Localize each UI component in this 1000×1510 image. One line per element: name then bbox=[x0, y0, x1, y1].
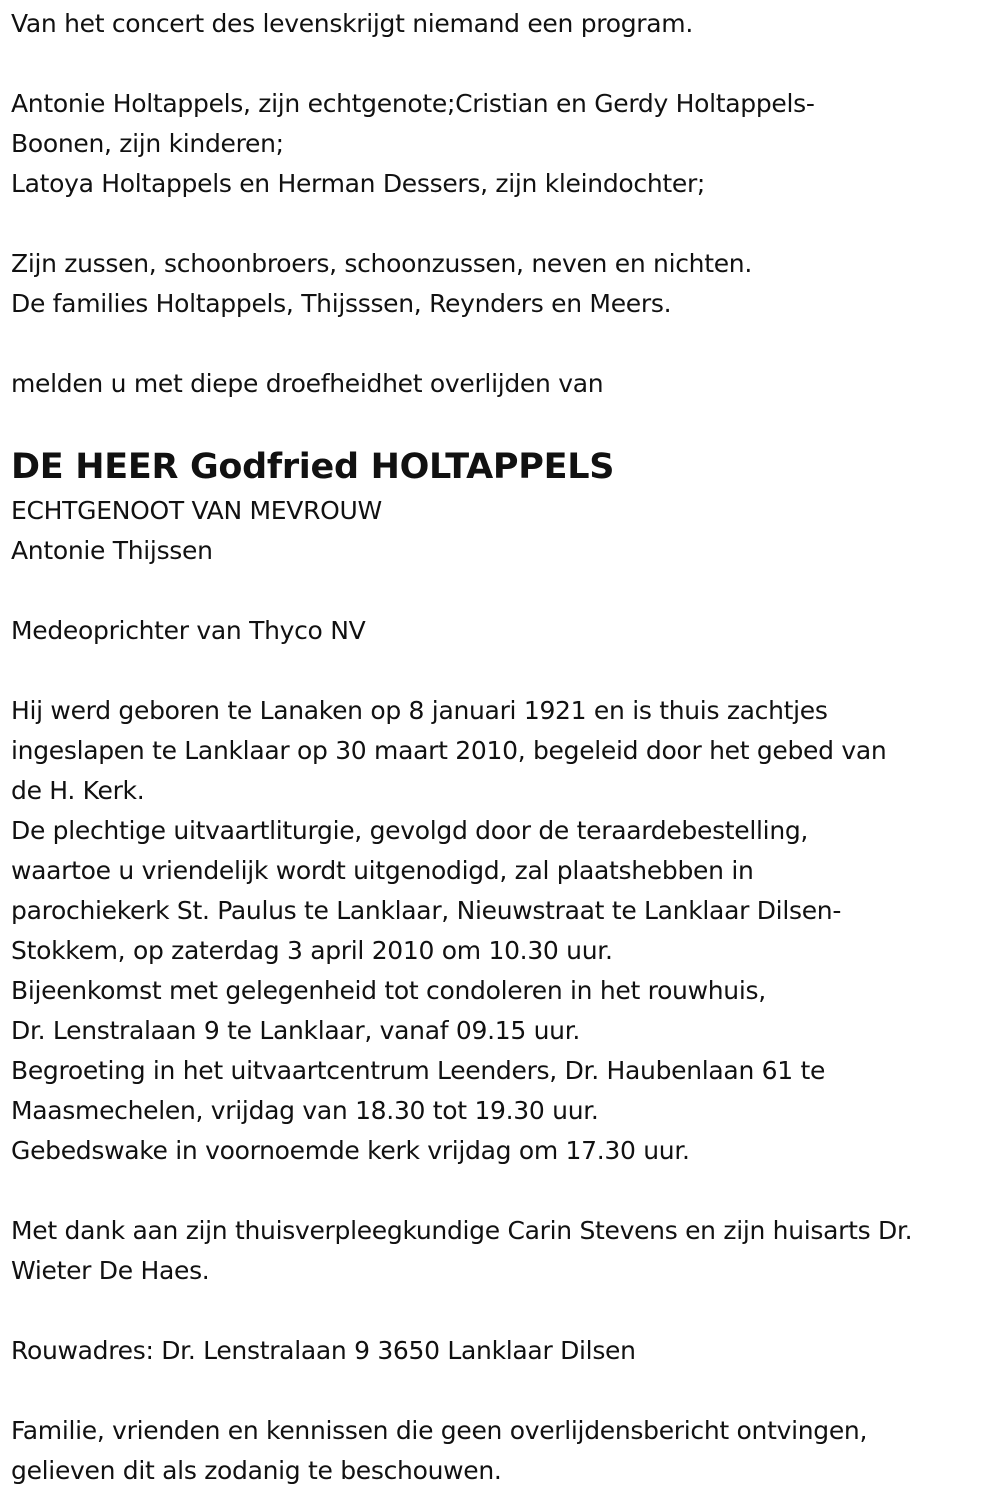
details-line-2: ingeslapen te Lanklaar op 30 maart 2010, begeleid door het gebed van bbox=[11, 736, 887, 765]
spacer bbox=[11, 1171, 996, 1211]
mourning-address: Rouwadres: Dr. Lenstralaan 9 3650 Lanklaar Dilsen bbox=[11, 1336, 636, 1365]
details-line-12: Gebedswake in voornoemde kerk vrijdag om 17.30 uur. bbox=[11, 1136, 690, 1165]
thanks-line-2: Wieter De Haes. bbox=[11, 1256, 210, 1285]
spacer bbox=[11, 204, 996, 244]
deceased-name: DE HEER Godfried HOLTAPPELS bbox=[11, 447, 615, 487]
details-line-8: Bijeenkomst met gelegenheid tot condoleren in het rouwhuis, bbox=[11, 976, 766, 1005]
spouse-name: Antonie Thijssen bbox=[11, 536, 213, 565]
family-line-2: Boonen, zijn kinderen; bbox=[11, 129, 284, 158]
family-line-5: De families Holtappels, Thijsssen, Reynders en Meers. bbox=[11, 289, 672, 318]
details-line-5: waartoe u vriendelijk wordt uitgenodigd, zal plaatshebben in bbox=[11, 856, 754, 885]
spacer bbox=[11, 651, 996, 691]
details-line-6: parochiekerk St. Paulus te Lanklaar, Nieuwstraat te Lanklaar Dilsen- bbox=[11, 896, 842, 925]
thanks-line-1: Met dank aan zijn thuisverpleegkundige Carin Stevens en zijn huisarts Dr. bbox=[11, 1216, 913, 1245]
family-line-1: Antonie Holtappels, zijn echtgenote;Cristian en Gerdy Holtappels- bbox=[11, 89, 815, 118]
obituary-notice bbox=[11, 4, 996, 1491]
family-line-3: Latoya Holtappels en Herman Dessers, zijn kleindochter; bbox=[11, 169, 706, 198]
spacer bbox=[11, 1291, 996, 1331]
deceased-role: Medeoprichter van Thyco NV bbox=[11, 616, 366, 645]
details-line-7: Stokkem, op zaterdag 3 april 2010 om 10.30 uur. bbox=[11, 936, 613, 965]
spacer bbox=[11, 324, 996, 364]
closing-line-1: Familie, vrienden en kennissen die geen overlijdensbericht ontvingen, bbox=[11, 1416, 868, 1445]
motto-text: Van het concert des levenskrijgt niemand een program. bbox=[11, 9, 693, 38]
family-line-4: Zijn zussen, schoonbroers, schoonzussen, neven en nichten. bbox=[11, 249, 752, 278]
announcement-text: melden u met diepe droefheidhet overlijden van bbox=[11, 369, 604, 398]
details-line-4: De plechtige uitvaartliturgie, gevolgd door de teraardebestelling, bbox=[11, 816, 809, 845]
details-line-1: Hij werd geboren te Lanaken op 8 januari 1921 en is thuis zachtjes bbox=[11, 696, 828, 725]
details-line-9: Dr. Lenstralaan 9 te Lanklaar, vanaf 09.15 uur. bbox=[11, 1016, 581, 1045]
spacer bbox=[11, 44, 996, 84]
details-line-11: Maasmechelen, vrijdag van 18.30 tot 19.30 uur. bbox=[11, 1096, 599, 1125]
spouse-title: ECHTGENOOT VAN MEVROUW bbox=[11, 496, 382, 525]
details-line-10: Begroeting in het uitvaartcentrum Leenders, Dr. Haubenlaan 61 te bbox=[11, 1056, 826, 1085]
spacer bbox=[11, 1371, 996, 1411]
spacer bbox=[11, 571, 996, 611]
closing-line-2: gelieven dit als zodanig te beschouwen. bbox=[11, 1456, 502, 1485]
details-line-3: de H. Kerk. bbox=[11, 776, 145, 805]
spacer bbox=[11, 404, 996, 444]
